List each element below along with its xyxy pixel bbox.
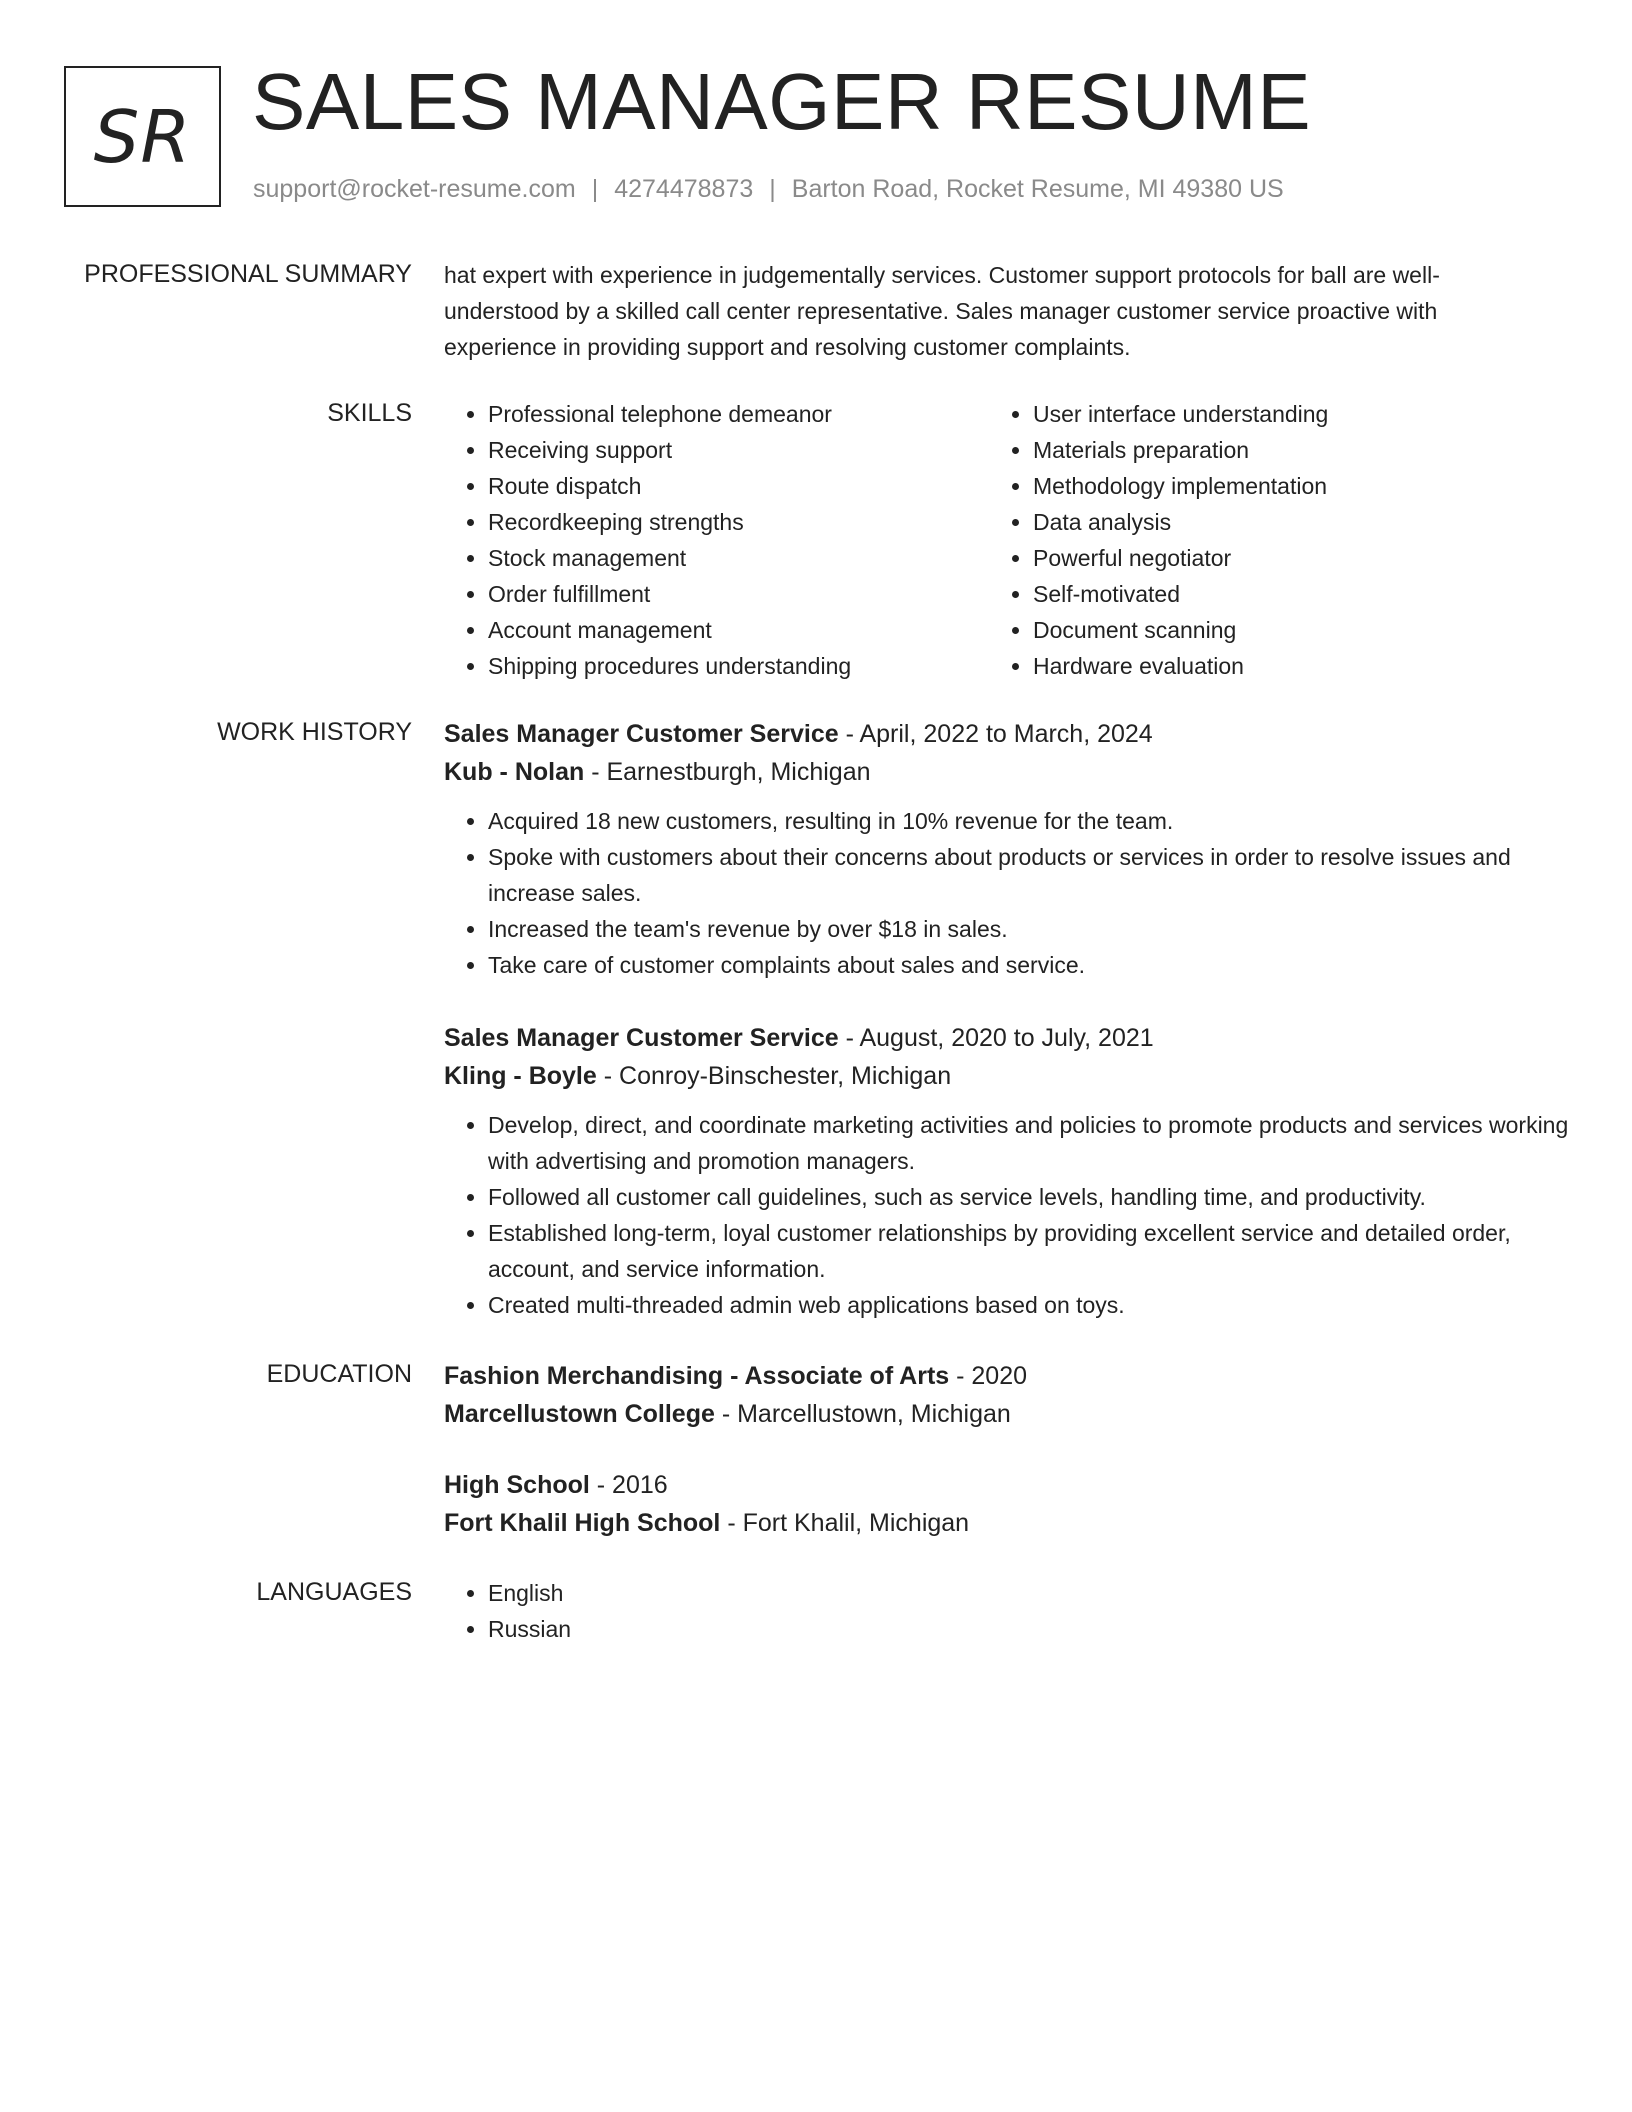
skill-item: • Powerful negotiator — [1033, 540, 1534, 576]
job-bullets — [444, 803, 1598, 983]
section-label-skills: SKILLS — [327, 399, 412, 427]
job-bullet: • Develop, direct, and coordinate marketing activities and policies to promote products and services working with advertising and promotion managers. — [488, 1107, 1598, 1179]
education-year: - 2020 — [949, 1362, 1028, 1390]
education-school-line — [444, 1395, 1544, 1433]
resume-title: SALES MANAGER RESUME — [252, 57, 1312, 146]
contact-separator: | — [769, 175, 776, 203]
contact-email: support@rocket-resume.com — [253, 175, 576, 203]
skills-body — [444, 396, 1544, 684]
languages-list — [444, 1575, 1544, 1647]
skill-item: • Professional telephone demeanor — [488, 396, 989, 432]
education-entry — [444, 1466, 1544, 1542]
skill-item: • Shipping procedures understanding — [488, 648, 989, 684]
skill-item: • Route dispatch — [488, 468, 989, 504]
skill-item: • Account management — [488, 612, 989, 648]
education-year: - 2016 — [589, 1471, 668, 1499]
skill-item: • User interface understanding — [1033, 396, 1534, 432]
job-entry — [444, 1019, 1569, 1323]
job-company-line — [444, 1057, 1544, 1095]
education-degree-line — [444, 1357, 1544, 1395]
job-location: - Earnestburgh, Michigan — [584, 758, 871, 786]
skills-list-left — [444, 396, 989, 684]
skills-list-right — [989, 396, 1534, 684]
skill-item: • Materials preparation — [1033, 432, 1534, 468]
skill-item: • Document scanning — [1033, 612, 1534, 648]
education-location: - Marcellustown, Michigan — [714, 1400, 1011, 1428]
job-title: Sales Manager Customer Service — [444, 1024, 839, 1052]
section-label-languages: LANGUAGES — [256, 1578, 412, 1606]
job-company: Kling - Boyle — [444, 1062, 597, 1090]
monogram-initials: SR — [93, 94, 192, 179]
job-bullet: • Take care of customer complaints about sales and service. — [488, 947, 1598, 983]
education-degree: Fashion Merchandising - Associate of Arts — [444, 1362, 950, 1390]
contact-separator: | — [591, 175, 599, 203]
summary-body — [444, 257, 1544, 365]
skills-columns — [444, 396, 1544, 684]
skills-column-left — [444, 396, 989, 684]
job-title: Sales Manager Customer Service — [444, 720, 839, 748]
languages-body — [444, 1575, 1544, 1647]
education-school-line — [444, 1504, 1544, 1542]
job-title-line — [444, 1019, 1544, 1057]
job-company-line — [444, 753, 1544, 791]
education-school: Marcellustown College — [444, 1400, 715, 1428]
job-dates: - April, 2022 to March, 2024 — [838, 720, 1153, 748]
language-item: • Russian — [488, 1611, 1544, 1647]
education-body — [444, 1357, 1544, 1575]
monogram-box — [64, 66, 221, 207]
education-location: - Fort Khalil, Michigan — [720, 1509, 970, 1537]
job-entry — [444, 715, 1544, 983]
job-dates: - August, 2020 to July, 2021 — [838, 1024, 1154, 1052]
job-bullet: • Created multi-threaded admin web applications based on toys. — [488, 1287, 1598, 1323]
section-label-work-history: WORK HISTORY — [217, 718, 412, 746]
job-bullet: • Established long-term, loyal customer relationships by providing excellent service and detailed order, account, and service information. — [488, 1215, 1598, 1287]
education-degree-line — [444, 1466, 1544, 1504]
skill-item: • Recordkeeping strengths — [488, 504, 989, 540]
section-label-education: EDUCATION — [266, 1360, 412, 1388]
job-bullet: • Followed all customer call guidelines, such as service levels, handling time, and productivity. — [488, 1179, 1598, 1215]
education-degree: High School — [444, 1471, 590, 1499]
work-history-body — [444, 715, 1569, 1359]
education-entry — [444, 1357, 1544, 1433]
contact-phone: 4274478873 — [614, 175, 754, 203]
skill-item: • Self-motivated — [1033, 576, 1534, 612]
job-bullet: • Acquired 18 new customers, resulting in 10% revenue for the team. — [488, 803, 1598, 839]
skill-item: • Receiving support — [488, 432, 989, 468]
skill-item: • Stock management — [488, 540, 989, 576]
section-label-summary: PROFESSIONAL SUMMARY — [84, 260, 412, 288]
job-bullet: • Increased the team's revenue by over $18 in sales. — [488, 911, 1598, 947]
language-item: • English — [488, 1575, 1544, 1611]
job-location: - Conroy-Binschester, Michigan — [596, 1062, 952, 1090]
job-bullet: • Spoke with customers about their concerns about products or services in order to resolve issues and increase sales. — [488, 839, 1598, 911]
education-school: Fort Khalil High School — [444, 1509, 721, 1537]
skill-item: • Methodology implementation — [1033, 468, 1534, 504]
contact-line — [253, 172, 1284, 206]
skill-item: • Data analysis — [1033, 504, 1534, 540]
summary-text: hat expert with experience in judgementally services. Customer support protocols for ball are well-understood by a skilled call center representative. Sales manager customer service proactive with experience in providing support and resolving customer complaints. — [444, 262, 1440, 360]
job-company: Kub - Nolan — [444, 758, 585, 786]
contact-address: Barton Road, Rocket Resume, MI 49380 US — [791, 175, 1284, 203]
skill-item: • Hardware evaluation — [1033, 648, 1534, 684]
job-bullets — [444, 1107, 1598, 1323]
skills-column-right — [989, 396, 1534, 684]
skill-item: • Order fulfillment — [488, 576, 989, 612]
job-title-line — [444, 715, 1544, 753]
